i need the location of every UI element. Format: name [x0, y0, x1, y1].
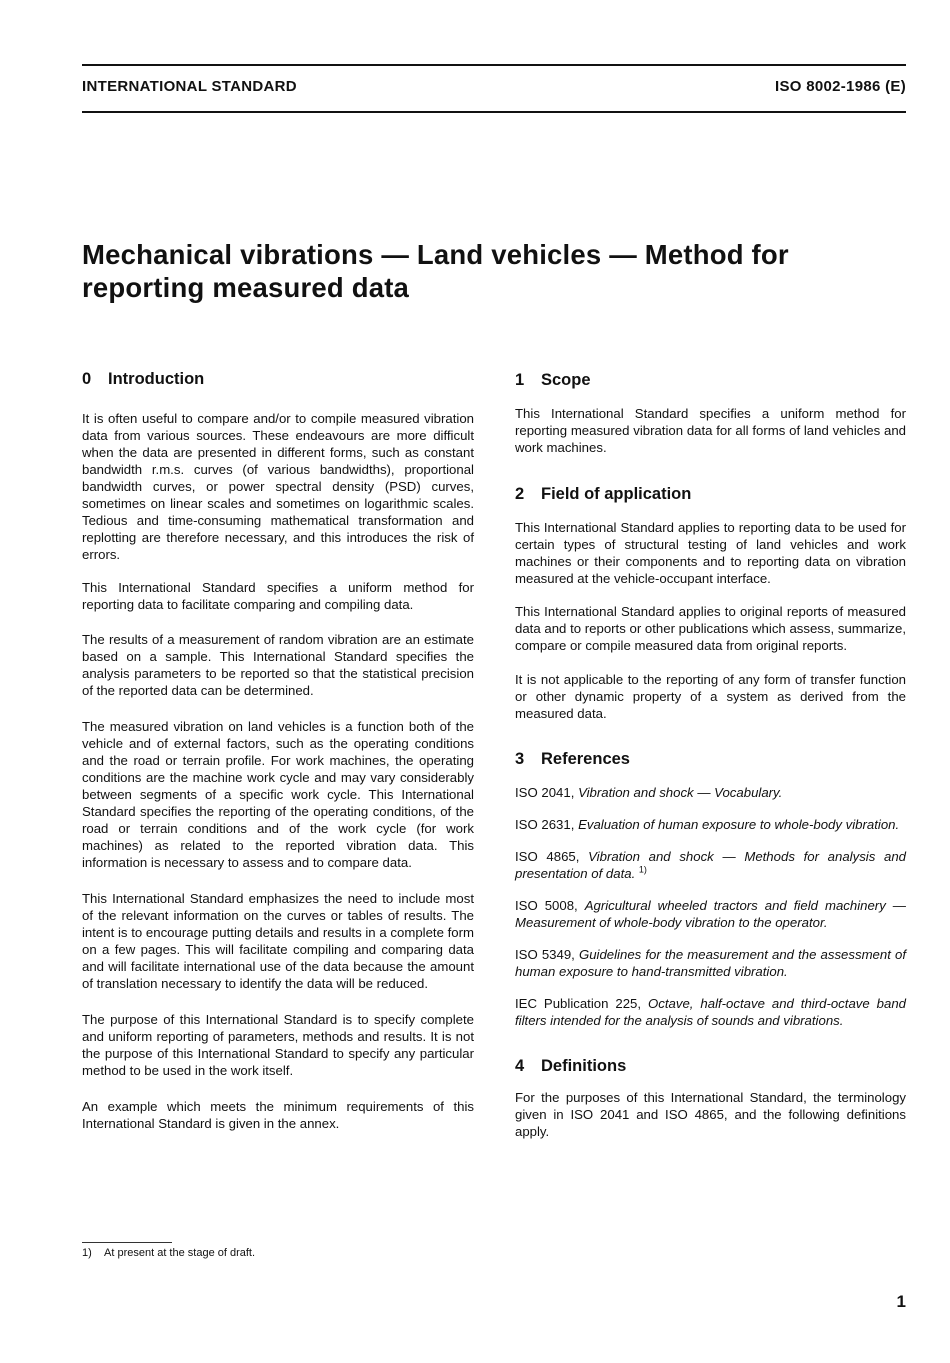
header-document-number: ISO 8002-1986 (E) — [774, 78, 906, 95]
reference-item — [515, 784, 906, 801]
scope-paragraph: This International Standard specifies a uniform method for reporting measured vibration data for all forms of land vehicles and work machines. — [515, 406, 906, 455]
intro-paragraph: An example which meets the minimum requirements of this International Standard is given in the annex. — [82, 1099, 474, 1131]
intro-paragraph: This International Standard emphasizes the need to include most of the relevant information on the curves or tables of results. The intent is to encourage putting details and results in a complete form on a few pages. This will facilitate compiling and comparing data and will facilitate international use of the data because the amount of translation necessary to identify the data will be reduced. — [82, 891, 474, 991]
footnote-mark: 1) — [82, 1247, 92, 1259]
right-column — [515, 369, 906, 1140]
section-4-heading — [515, 1055, 906, 1077]
reference-id: ISO 5008, — [515, 898, 578, 913]
footnote — [82, 1246, 255, 1260]
section-title: References — [541, 750, 630, 768]
intro-paragraph: The purpose of this International Standard is to specify complete and uniform reporting of parameters, methods and results. It is not the purpose of this International Standard to specify any particular method to be used in the work itself. — [82, 1012, 474, 1078]
section-number: 2 — [515, 485, 525, 503]
reference-title: Agricultural wheeled tractors and field machinery — Measurement of whole-body vibration to the operator. — [515, 898, 906, 930]
field-paragraph: This International Standard applies to original reports of measured data and to reports or other publications which assess, summarize, compare or compile measured data from original reports. — [515, 604, 906, 653]
intro-paragraph: The results of a measurement of random vibration are an estimate based on a sample. This International Standard specifies the analysis parameters to be reported so that the statistical precision of the reported data can be determined. — [82, 632, 474, 698]
section-number: 1 — [515, 371, 525, 389]
definitions-paragraph: For the purposes of this International Standard, the terminology given in ISO 2041 and ISO 4865, and the following definitions apply. — [515, 1090, 906, 1139]
page-number: 1 — [896, 1292, 906, 1311]
reference-id: ISO 4865, — [515, 849, 580, 864]
section-number: 0 — [82, 370, 92, 388]
section-2-heading — [515, 483, 906, 505]
reference-title: Vibration and shock — Methods for analysis and presentation of data. — [515, 849, 907, 881]
header-series: INTERNATIONAL STANDARD — [82, 78, 297, 95]
section-title: Field of application — [541, 485, 692, 503]
reference-title: Guidelines for the measurement and the assessment of human exposure to hand-transmitted vibration. — [515, 947, 906, 979]
intro-paragraph: This International Standard specifies a uniform method for reporting data to facilitate comparing and compiling data. — [82, 580, 474, 612]
section-number: 4 — [515, 1057, 525, 1075]
document-title: Mechanical vibrations — Land vehicles — Method for reporting measured data — [82, 239, 789, 303]
reference-item — [515, 897, 906, 931]
header-bottom-rule — [82, 111, 906, 113]
reference-title: Evaluation of human exposure to whole-body vibration. — [578, 817, 900, 832]
reference-id: ISO 5349, — [515, 947, 575, 962]
reference-item — [515, 946, 906, 980]
left-column — [82, 368, 474, 1132]
reference-item — [515, 995, 906, 1029]
reference-item — [515, 816, 906, 833]
intro-paragraph: It is often useful to compare and/or to compile measured vibration data from various sources. These endeavours are more difficult when the data are presented in different forms, such as constant bandwidth r.m.s. curves (of various bandwidths), proportional bandwidth curves, or power spectral density (PSD) curves, sometimes on linear scales and sometimes on logarithmic scales. Tedious and time-consuming mathematical transformation and replotting are therefore necessary, and this introduces the risk of errors. — [82, 411, 474, 562]
reference-title: Octave, half-octave and third-octave band filters intended for the analysis of sounds and vibrations. — [515, 996, 906, 1028]
header-top-rule — [82, 64, 906, 66]
section-title: Scope — [541, 371, 591, 389]
section-3-heading — [515, 748, 906, 770]
reference-id: IEC Publication 225, — [515, 996, 642, 1011]
reference-id: ISO 2631, — [515, 817, 575, 832]
reference-id: ISO 2041, — [515, 785, 575, 800]
field-paragraph: It is not applicable to the reporting of any form of transfer function or other dynamic property of a system as derived from the measured data. — [515, 672, 906, 721]
section-title: Introduction — [108, 370, 205, 388]
footnote-rule — [82, 1242, 172, 1243]
footnote-ref: 1) — [638, 864, 647, 875]
section-1-heading — [515, 369, 906, 391]
field-paragraph: This International Standard applies to reporting data to be used for certain types of structural testing of land vehicles and work machines or their components and to reporting data on vibration measured at the vehicle-occupant interface. — [515, 520, 906, 586]
running-header — [82, 78, 906, 100]
section-number: 3 — [515, 750, 525, 768]
intro-paragraph: The measured vibration on land vehicles is a function both of the vehicle and of external factors, such as the operating conditions and the road or terrain profile. For work machines, the operating conditions are the machine work cycle and may vary considerably between segments of a specific work cycle. This International Standard specifies the reporting of the operating conditions, of the road or terrain conditions and of the work cycle (for work machines) as related to the reported vibration data. This information is necessary to assess and to compare data. — [82, 719, 474, 870]
section-title: Definitions — [541, 1057, 627, 1075]
section-0-heading — [82, 368, 474, 390]
footnote-text: At present at the stage of draft. — [104, 1247, 256, 1259]
reference-title: Vibration and shock — Vocabulary. — [578, 785, 783, 800]
reference-item — [515, 848, 906, 882]
